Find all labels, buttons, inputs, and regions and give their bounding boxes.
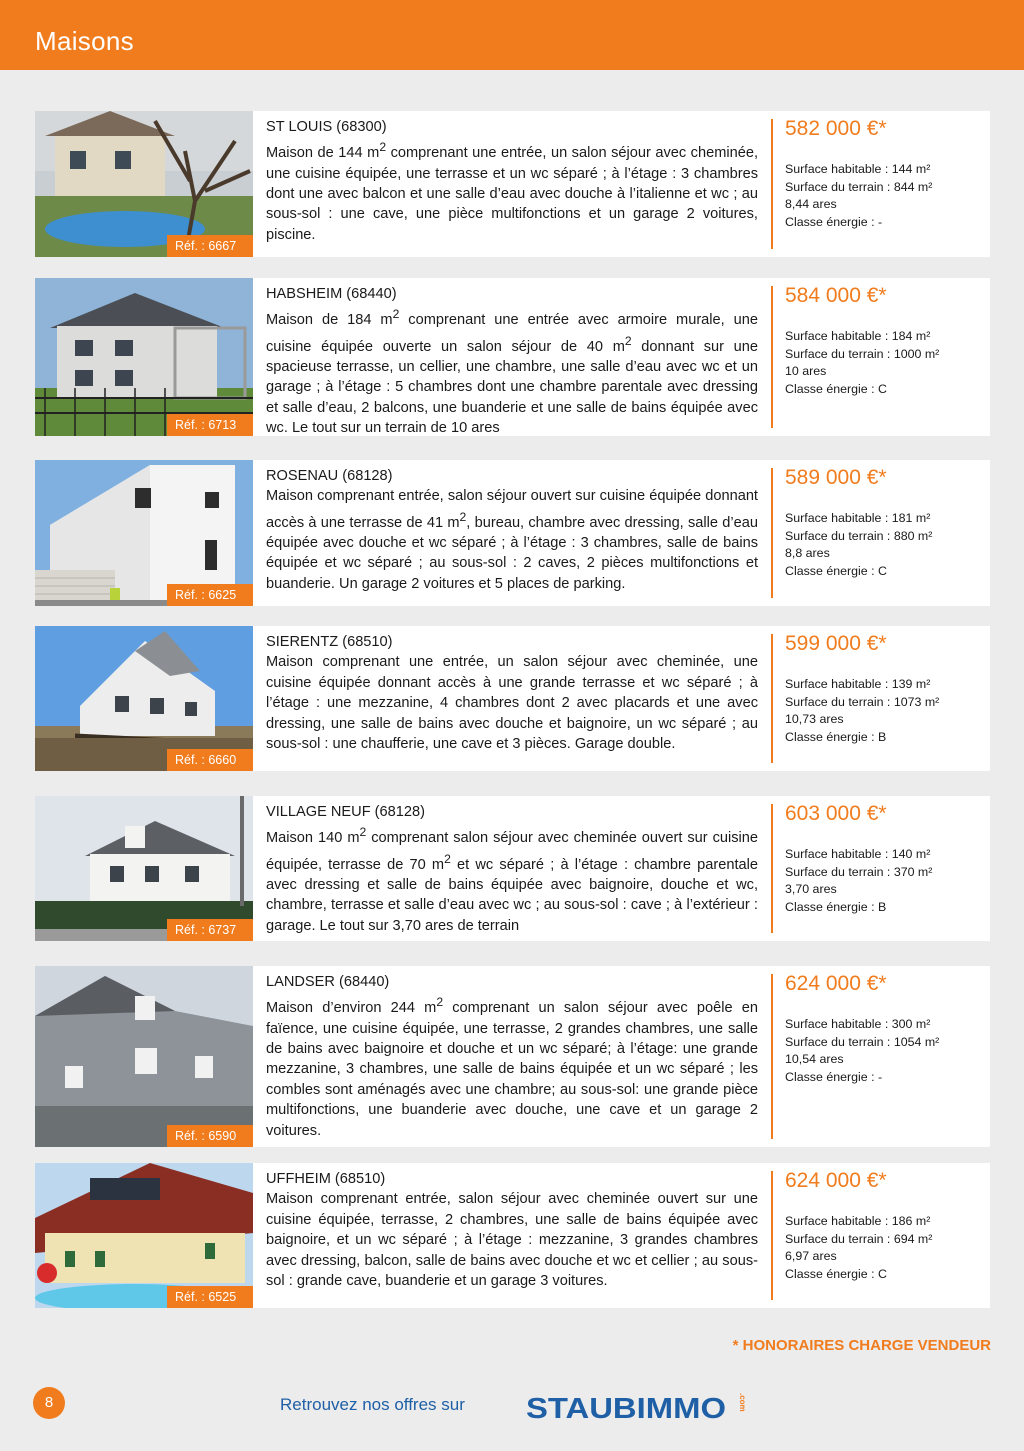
- energy-class: Classe énergie : C: [785, 381, 887, 396]
- listing-city: ST LOUIS (68300): [266, 119, 387, 135]
- reference-label: Réf. : 6667: [167, 235, 253, 257]
- listing-specs: [785, 1213, 977, 1283]
- divider: [771, 634, 773, 763]
- listing-description: ST LOUIS (68300) Maison de 144 $m^2$ comprenant une entrée, un salon séjour avec cheminée, une cuisine équipée, une terrasse et un wc séparé ; à l’étage : 3 chambres dont une avec balcon et une salle d’eau avec douche à l’italienne et wc ; au sous-sol : une cave, une pièce multifonctions et un garage 2 voitures, piscine.: [266, 119, 758, 243]
- brand-suffix: .com: [738, 1393, 747, 1412]
- energy-class: Classe énergie : C: [785, 1266, 887, 1281]
- staubimmo-logo[interactable]: [526, 1388, 748, 1426]
- listing-description: HABSHEIM (68440) Maison de 184 $m^2$ comprenant une entrée avec armoire murale, une cuisine équipée ouverte un salon séjour de 40 $m^2$ donnant sur une spacieuse terrasse, un cellier, une chambre, une salle d’eau avec wc et un garage ; à l’étage : 5 chambres dont une chambre parentale avec dressing et salle d’eau, 2 balcons, une buanderie et une salle de bains équipée avec wc. Le tout sur un terrain de 10 ares: [266, 286, 759, 437]
- surface-terrain: Surface du terrain : 370 m²: [785, 864, 933, 879]
- property-photo[interactable]: [35, 278, 253, 436]
- energy-class: Classe énergie : B: [785, 729, 887, 744]
- listing-description: LANDSER (68440) Maison d’environ 244 $m^2$ comprenant un salon séjour avec poêle en faïence, une cuisine équipée, une terrasse, 2 grandes chambres, une salle de bains avec baignoire et douche et un wc séparé; à l’étage: une grande mezzanine, 3 chambres, une salle de bains équipée et un wc séparé ; les combles sont aménagés avec une chambre; au sous-sol: une grande pièce multifonctions, une buanderie avec douche, une cave et un garage 2 voitures.: [266, 974, 759, 1139]
- property-photo[interactable]: [35, 796, 253, 941]
- listing-price: 624 000 €*: [785, 1169, 887, 1192]
- surface-habitable: Surface habitable : 139 m²: [785, 677, 931, 691]
- property-photo[interactable]: [35, 460, 253, 606]
- property-photo[interactable]: [35, 626, 253, 771]
- reference-label: Réf. : 6737: [167, 919, 253, 941]
- listing-city: UFFHEIM (68510): [266, 1171, 386, 1187]
- listing-card[interactable]: [35, 1163, 990, 1308]
- listing-specs: [785, 676, 977, 746]
- page-header: [0, 0, 1024, 70]
- terrain-ares: 3,70 ares: [785, 882, 837, 897]
- energy-class: Classe énergie : -: [785, 1069, 883, 1084]
- listing-city: SIERENTZ (68510): [266, 634, 393, 650]
- listing-price: 603 000 €*: [785, 802, 887, 825]
- listing-city: LANDSER (68440): [266, 974, 390, 990]
- listing-card[interactable]: [35, 278, 990, 436]
- surface-habitable: Surface habitable : 300 m²: [785, 1017, 931, 1031]
- terrain-ares: 8,8 ares: [785, 546, 830, 561]
- reference-label: Réf. : 6713: [167, 414, 253, 436]
- listing-price: 624 000 €*: [785, 972, 887, 995]
- divider: [771, 974, 773, 1139]
- terrain-ares: 6,97 ares: [785, 1249, 837, 1264]
- listing-card[interactable]: [35, 966, 990, 1147]
- listing-description: SIERENTZ (68510) Maison comprenant une entrée, un salon séjour avec cheminée, une cuisine équipée donnant accès à une grande terrasse et wc séparé ; à l’étage : une mezzanine, 4 chambres dont 2 avec placards et une avec dressing, une salle de bains avec douche et baignoire, un wc séparé ; au sous-sol : une chaufferie, une cave et 3 pièces. Garage double.: [266, 634, 758, 753]
- listing-price: 589 000 €*: [785, 466, 887, 489]
- listing-specs: [785, 161, 977, 231]
- terrain-ares: 10,73 ares: [785, 712, 844, 727]
- listing-card[interactable]: [35, 796, 990, 941]
- reference-label: Réf. : 6625: [167, 584, 253, 606]
- terrain-ares: 10 ares: [785, 364, 827, 379]
- surface-terrain: Surface du terrain : 1054 m²: [785, 1034, 940, 1049]
- surface-terrain: Surface du terrain : 844 m²: [785, 179, 933, 194]
- terrain-ares: 8,44 ares: [785, 197, 837, 212]
- property-photo[interactable]: [35, 966, 253, 1147]
- listing-card[interactable]: [35, 626, 990, 771]
- listing-description: ROSENAU (68128) Maison comprenant entrée, salon séjour ouvert sur cuisine équipée donnant accès à une terrasse de 41 $m^2$, bureau, chambre avec dressing, salle d’eau équipée avec douche et wc séparé ; à l’étage : 3 chambres, salle de bains équipée et wc séparé ; au sous-sol : 2 caves, 2 pièces multifonctions et buanderie. Un garage 2 voitures et 5 places de parking.: [266, 468, 758, 592]
- surface-terrain: Surface du terrain : 1073 m²: [785, 694, 940, 709]
- fees-footnote: * HONORAIRES CHARGE VENDEUR: [732, 1337, 991, 1354]
- listing-price: 599 000 €*: [785, 632, 887, 655]
- property-photo[interactable]: [35, 111, 253, 257]
- listing-specs: [785, 846, 977, 916]
- page-number: 8: [33, 1387, 65, 1419]
- listing-specs: [785, 328, 977, 398]
- surface-habitable: Surface habitable : 181 m²: [785, 511, 931, 525]
- listing-city: HABSHEIM (68440): [266, 286, 397, 302]
- terrain-ares: 10,54 ares: [785, 1052, 844, 1067]
- surface-terrain: Surface du terrain : 880 m²: [785, 528, 933, 543]
- surface-habitable: Surface habitable : 184 m²: [785, 329, 931, 343]
- divider: [771, 119, 773, 249]
- surface-habitable: Surface habitable : 186 m²: [785, 1214, 931, 1228]
- divider: [771, 804, 773, 933]
- listing-specs: [785, 1016, 977, 1086]
- reference-label: Réf. : 6660: [167, 749, 253, 771]
- listing-description: VILLAGE NEUF (68128) Maison 140 $m^2$ comprenant salon séjour avec cheminée ouvert sur cuisine équipée, terrasse de 70 $m^2$ et wc séparé ; à l’étage : chambre parentale avec dressing et salle de bains équipée avec baignoire, douche et wc, chambre, terrasse et salle d’eau avec wc ; au sous-sol : cave ; à l’extérieur : garage. Le tout sur 3,70 ares de terrain: [266, 804, 758, 934]
- footer-text: Retrouvez nos offres sur: [280, 1395, 465, 1414]
- listing-description: UFFHEIM (68510) Maison comprenant entrée, salon séjour avec cheminée ouvert sur une cuisine équipée, terrasse, 2 chambres, une salle de bains équipée avec baignoire, et un wc séparé ; à l’étage : mezzanine, 3 grandes chambres avec dressing, balcon, salle de bains avec douche et wc et cellier ; au sous-sol : grande cave, buanderie et un garage 3 voitures.: [266, 1171, 758, 1290]
- listing-price: 584 000 €*: [785, 284, 887, 307]
- surface-habitable: Surface habitable : 144 m²: [785, 162, 931, 176]
- reference-label: Réf. : 6525: [167, 1286, 253, 1308]
- property-photo[interactable]: [35, 1163, 253, 1308]
- surface-terrain: Surface du terrain : 694 m²: [785, 1231, 933, 1246]
- reference-label: Réf. : 6590: [167, 1125, 253, 1147]
- surface-habitable: Surface habitable : 140 m²: [785, 847, 931, 861]
- listing-city: ROSENAU (68128): [266, 468, 393, 484]
- listing-city: VILLAGE NEUF (68128): [266, 804, 425, 820]
- divider: [771, 1171, 773, 1300]
- listing-card[interactable]: [35, 460, 990, 606]
- brand-name: STAUBIMMO: [526, 1393, 726, 1425]
- divider: [771, 286, 773, 428]
- listing-card[interactable]: [35, 111, 990, 257]
- divider: [771, 468, 773, 598]
- energy-class: Classe énergie : C: [785, 563, 887, 578]
- listing-price: 582 000 €*: [785, 117, 887, 140]
- energy-class: Classe énergie : -: [785, 214, 883, 229]
- energy-class: Classe énergie : B: [785, 899, 887, 914]
- page-title: Maisons: [35, 26, 134, 56]
- surface-terrain: Surface du terrain : 1000 m²: [785, 346, 940, 361]
- listing-specs: [785, 510, 977, 580]
